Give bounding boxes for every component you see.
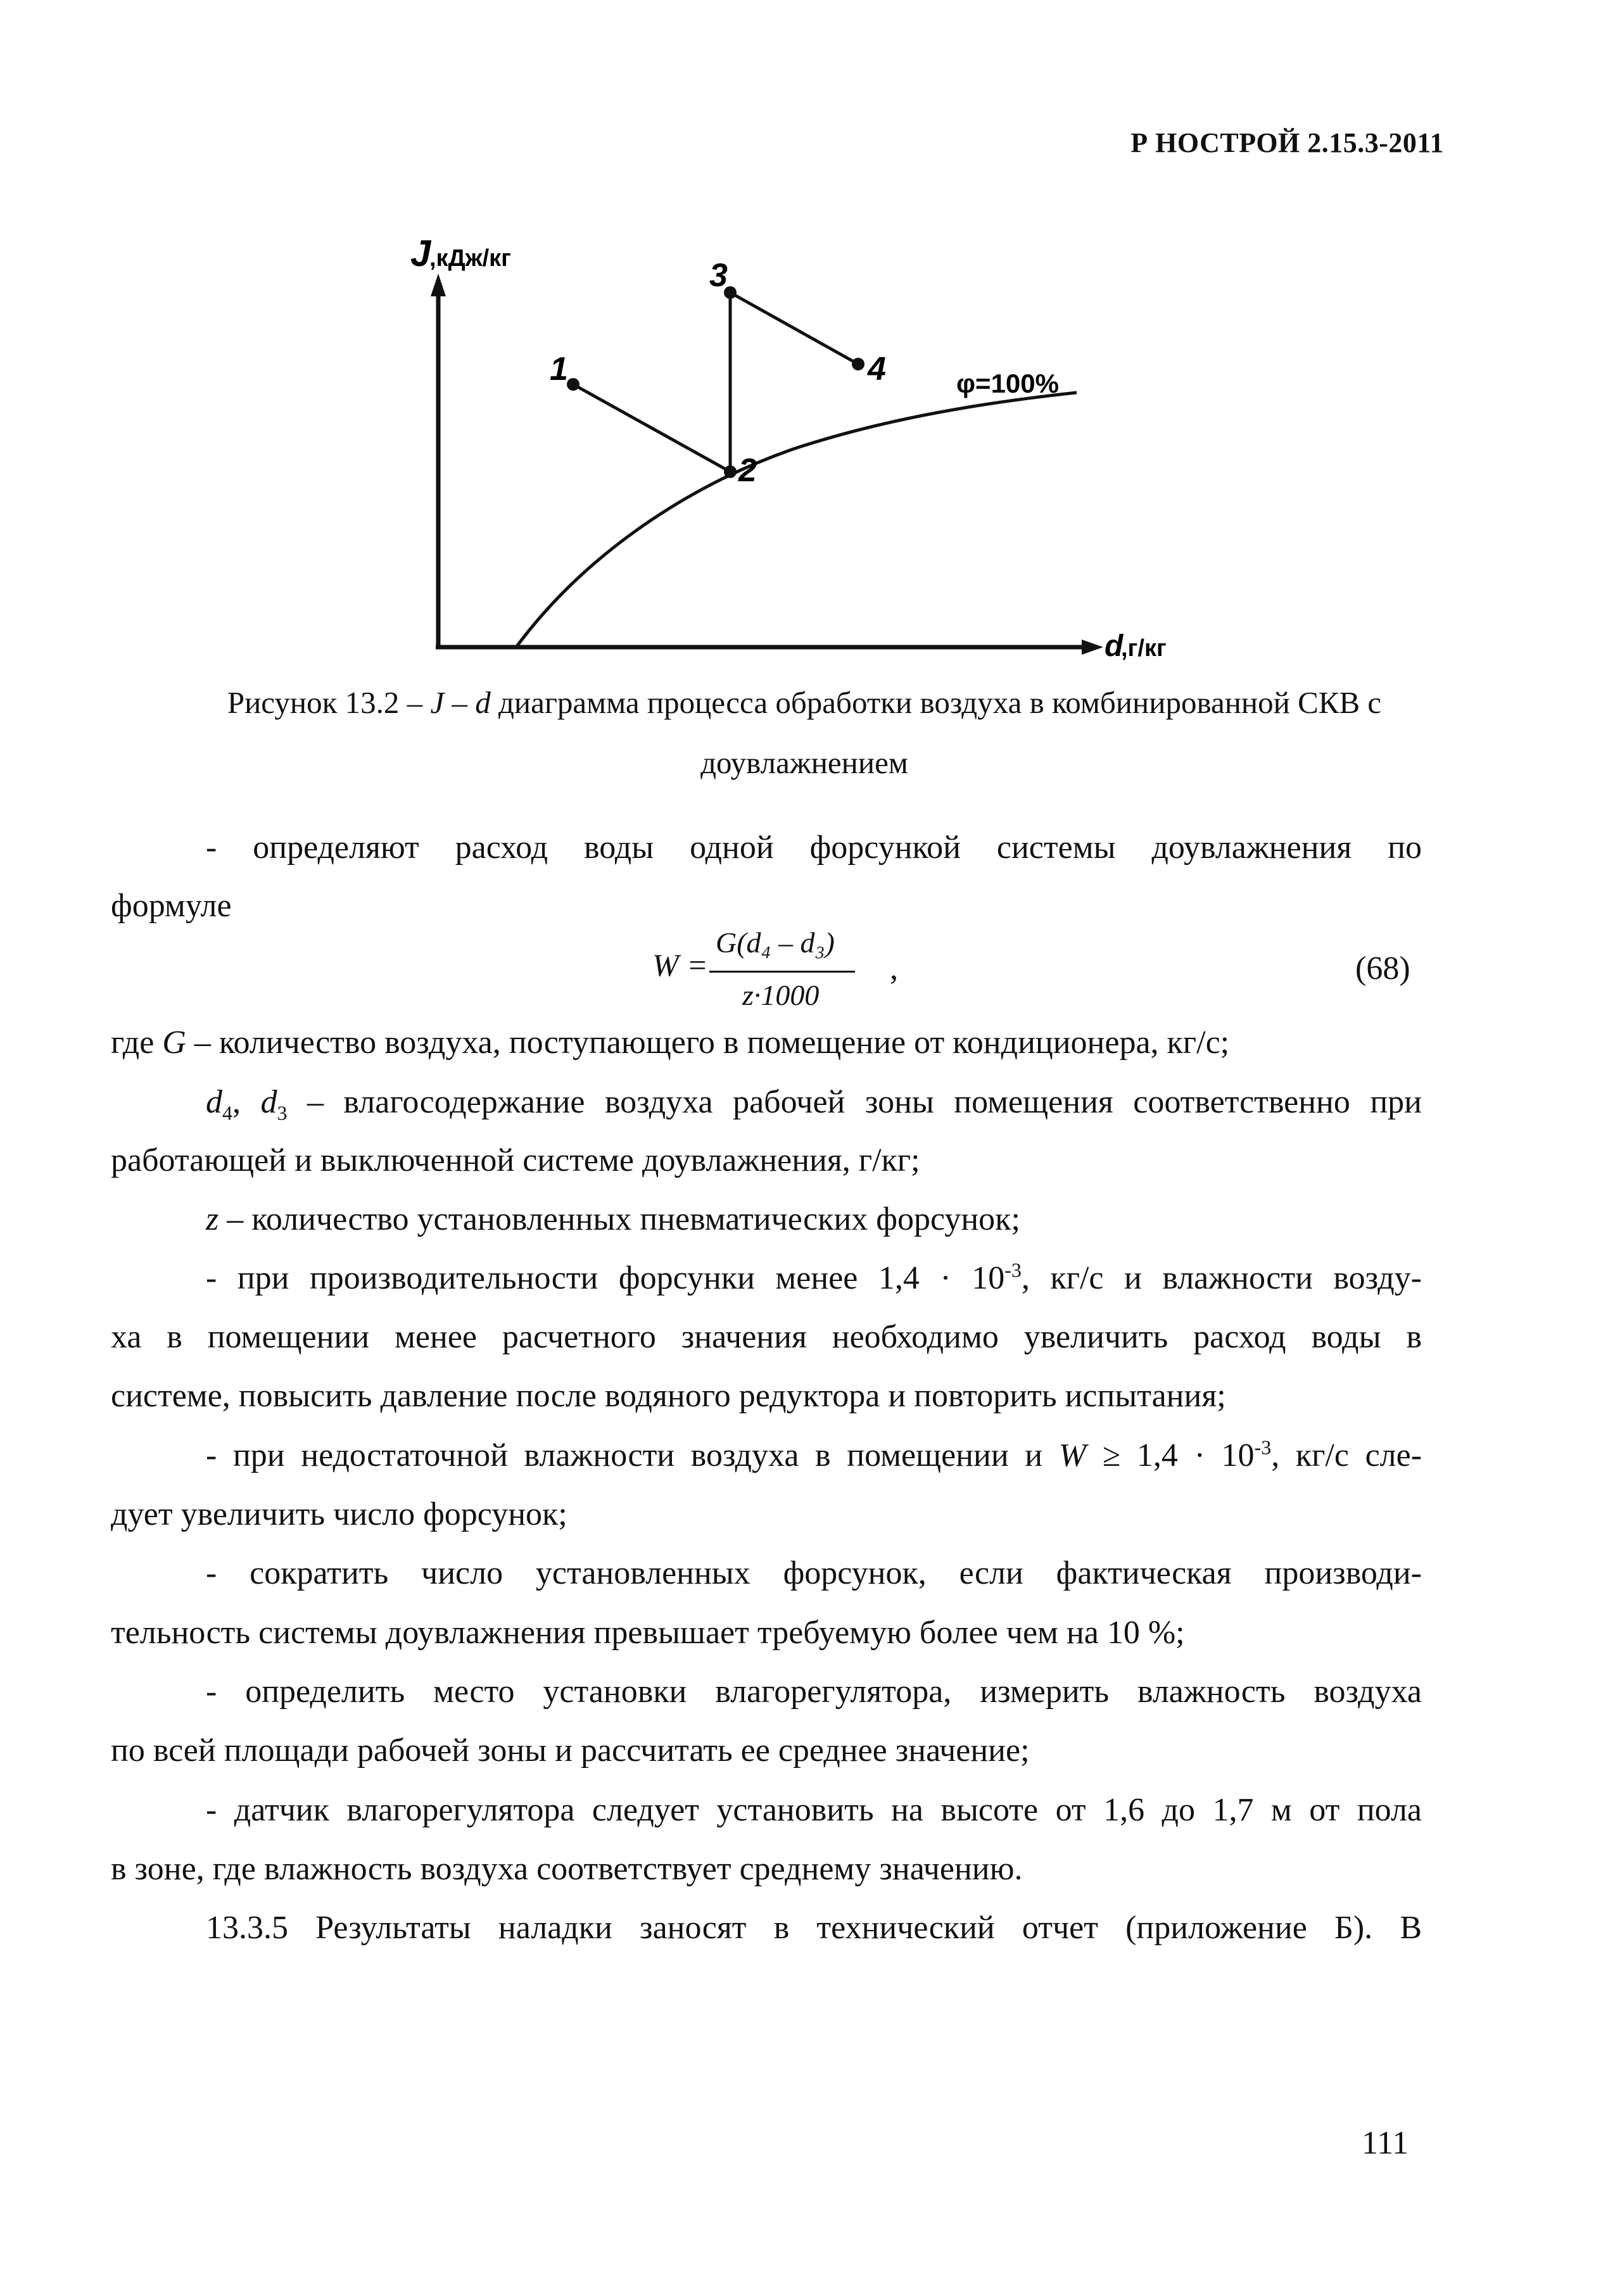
paragraph-3-line-2: дует увеличить число форсунок; bbox=[111, 1496, 567, 1532]
paragraph-5-line-1: - определить место установки влагорегулятора, измерить влажность воздуха bbox=[206, 1674, 1422, 1710]
formula-comma: , bbox=[890, 950, 898, 987]
point-4-label: 4 bbox=[868, 351, 886, 388]
formula-numerator: G(d₄ – d₃) bbox=[716, 926, 835, 959]
p3-exponent: -3 bbox=[1254, 1435, 1272, 1459]
d4-subscript: 4 bbox=[222, 1101, 232, 1125]
d-comma: , bbox=[232, 1084, 261, 1120]
jd-diagram-figure bbox=[0, 0, 1608, 697]
figure-caption-line-1 bbox=[114, 678, 1495, 728]
saturation-curve bbox=[516, 393, 1077, 647]
y-axis-symbol: J bbox=[410, 233, 431, 274]
d4-symbol: d bbox=[206, 1084, 222, 1120]
paragraph-4-line-2: тельность системы доувлажнения превышает требуемую более чем на 10 %; bbox=[111, 1615, 1185, 1651]
p2-exponent: -3 bbox=[1004, 1258, 1022, 1282]
point-3-label: 3 bbox=[709, 257, 728, 294]
point-2-marker bbox=[724, 465, 737, 478]
p3-text-b: ≥ 1,4 · 10 bbox=[1086, 1437, 1255, 1473]
w-symbol: W bbox=[1058, 1437, 1087, 1473]
where-g-text: – количество воздуха, поступающего в помещение от кондиционера, кг/с; bbox=[186, 1025, 1230, 1061]
p3-text-c: , кг/с сле- bbox=[1271, 1437, 1422, 1473]
formula-fraction-bar bbox=[709, 971, 855, 973]
d3-subscript: 3 bbox=[277, 1101, 288, 1125]
p3-text-a: - при недостаточной влажности воздуха в помещении и bbox=[206, 1437, 1059, 1473]
z-symbol: z bbox=[206, 1201, 219, 1237]
paragraph-5-line-2: по всей площади рабочей зоны и рассчитать ее среднее значение; bbox=[111, 1732, 1030, 1769]
page-number: 111 bbox=[1362, 2125, 1409, 2161]
formula-lhs: W = bbox=[652, 947, 708, 983]
z-definition-text: – количество установленных пневматических форсунок; bbox=[218, 1201, 1020, 1237]
point-1-label: 1 bbox=[550, 351, 568, 388]
point-4-marker bbox=[852, 358, 864, 370]
caption-d-symbol: d bbox=[475, 685, 491, 720]
d3-symbol: d bbox=[260, 1084, 277, 1120]
paragraph-2-line-2: ха в помещении менее расчетного значения необходимо увеличить расход воды в bbox=[111, 1319, 1422, 1355]
process-line-1-2 bbox=[573, 384, 730, 472]
caption-rest: диаграмма процесса обработки воздуха в комбинированной СКВ с bbox=[490, 685, 1382, 720]
paragraph-7-line-1: 13.3.5 Результаты наладки заносят в технический отчет (приложение Б). В bbox=[206, 1910, 1422, 1946]
jd-diagram-svg bbox=[0, 0, 1608, 697]
g-symbol: G bbox=[162, 1025, 186, 1061]
y-axis-arrowhead bbox=[431, 274, 446, 296]
x-axis-symbol: d bbox=[1105, 629, 1124, 663]
saturation-label: φ=100% bbox=[956, 369, 1059, 398]
equation-number: (68) bbox=[1355, 950, 1410, 987]
paragraph-1-line-1: - определяют расход воды одной форсункой системы доувлажнения по bbox=[206, 829, 1422, 866]
caption-prefix: Рисунок 13.2 – bbox=[227, 685, 431, 720]
paragraph-2-line-3: системе, повысить давление после водяного редуктора и повторить испытания; bbox=[111, 1378, 1226, 1414]
caption-dash: – bbox=[444, 685, 476, 720]
paragraph-6-line-2: в зоне, где влажность воздуха соответствует среднему значению. bbox=[111, 1851, 1023, 1887]
p2-text-b: , кг/с и влажности возду- bbox=[1021, 1260, 1422, 1296]
p2-text-a: - при производительности форсунки менее 1,4 · 10 bbox=[206, 1260, 1005, 1296]
paragraph-6-line-1: - датчик влагорегулятора следует установить на высоте от 1,6 до 1,7 м от пола bbox=[206, 1792, 1422, 1828]
z-definition-line bbox=[111, 1189, 1422, 1251]
where-g-line bbox=[111, 1012, 1422, 1074]
point-2-label: 2 bbox=[738, 452, 757, 489]
paragraph-3-line-1 bbox=[111, 1425, 1422, 1487]
y-axis-unit: ,кДж/кг bbox=[429, 245, 511, 272]
x-axis-arrowhead bbox=[1082, 640, 1103, 655]
d-definition-text: – влагосодержание воздуха рабочей зоны помещения соответственно при bbox=[287, 1084, 1422, 1120]
process-line-3-4 bbox=[730, 293, 858, 364]
where-prefix: где bbox=[111, 1025, 163, 1061]
d-definition-line-2: работающей и выключенной системе доувлажнения, г/кг; bbox=[111, 1142, 920, 1178]
d-definition-line-1 bbox=[111, 1071, 1422, 1133]
formula-denominator: z·1000 bbox=[742, 979, 820, 1011]
figure-caption-line-2: доувлажнением bbox=[700, 745, 908, 780]
paragraph-1-line-2: формуле bbox=[111, 888, 232, 924]
paragraph-4-line-1: - сократить число установленных форсунок, если фактическая производи- bbox=[206, 1555, 1422, 1591]
paragraph-2-line-1 bbox=[111, 1247, 1422, 1309]
point-1-marker bbox=[567, 378, 579, 391]
caption-j-symbol: J bbox=[430, 685, 445, 720]
document-code-header: Р НОСТРОЙ 2.15.3-2011 bbox=[1130, 127, 1444, 158]
x-axis-unit: ,г/кг bbox=[1121, 635, 1167, 662]
